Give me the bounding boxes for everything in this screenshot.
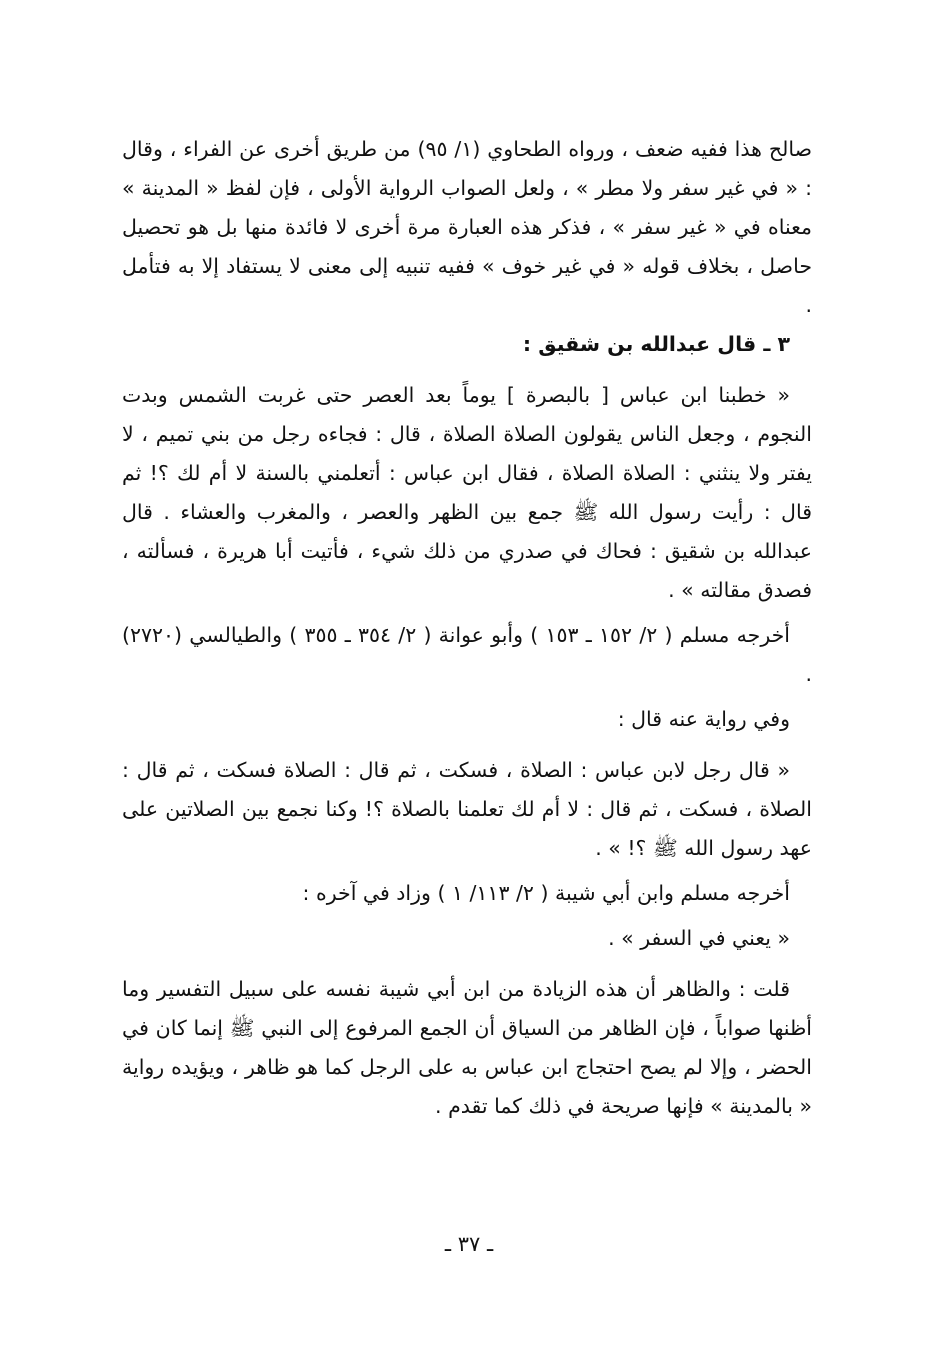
section-heading-3: ٣ ـ قال عبدالله بن شقيق : (522, 332, 790, 356)
takhrij-ibn-abi-shayba: أخرجه مسلم وابن أبي شيبة ( ٢/ ١١٣/ ١ ) وزاد في آخره : (302, 881, 790, 905)
addition-quote: « يعني في السفر » . (608, 926, 790, 950)
page-number: ـ ٣٧ ـ (444, 1232, 494, 1256)
hadith-quote-ibn-abbas: « خطبنا ابن عباس [ بالبصرة ] يوماً بعد العصر حتى غربت الشمس وبدت النجوم ، وجعل الناس يقولون الصلاة الصلاة ، قال : فجاءه رجل من بني تميم ، لا يفتر ولا ينثني : الصلاة الصلاة ، فقال ابن عباس : أتعلمني بالسنة لا أم لك ؟! ثم قال : رأيت رسول الله ﷺ جمع بين الظهر والعصر ، والمغرب والعشاء . قال عبدالله بن شقيق : فحاك في صدري من ذلك شيء ، فأتيت أبا هريرة ، فسألته ، فصدق مقالته » . (122, 383, 812, 602)
paragraph-taḥawi-commentary: صالح هذا ففيه ضعف ، ورواه الطحاوي (١/ ٩٥) من طريق أخرى عن الفراء ، وقال : « في غير سفر ولا مطر » ، ولعل الصواب الرواية الأولى ، فإن لفظ « المدينة » معناه في « غير سفر » ، فذكر هذه العبارة مرة أخرى لا فائدة منها بل هو تحصيل حاصل ، بخلاف قوله « في غير خوف » ففيه تنبيه إلى معنى لا يستفاد إلا به فتأمل . (122, 137, 812, 317)
narration-intro: وفي رواية عنه قال : (617, 707, 790, 731)
hadith-quote-second-narration: « قال رجل لابن عباس : الصلاة ، فسكت ، ثم قال : الصلاة فسكت ، ثم قال : الصلاة ، فسكت ، ثم قال : لا أم لك تعلمنا بالصلاة ؟! وكنا نجمع بين الصلاتين على عهد رسول الله ﷺ ؟! » . (122, 758, 812, 860)
page-body (122, 130, 812, 1126)
takhrij-muslim-abu-awana: أخرجه مسلم ( ٢/ ١٥٢ ـ ١٥٣ ) وأبو عوانة ( ٢/ ٣٥٤ ـ ٣٥٥ ) والطيالسي (٢٧٢٠) . (122, 623, 812, 686)
author-commentary: قلت : والظاهر أن هذه الزيادة من ابن أبي شيبة نفسه على سبيل التفسير وما أظنها صواباً ، فإن الظاهر من السياق أن الجمع المرفوع إلى النبي ﷺ إنما كان في الحضر ، وإلا لم يصح احتجاج ابن عباس به على الرجل كما هو ظاهر ، ويؤيده رواية « بالمدينة » فإنها صريحة في ذلك كما تقدم . (122, 977, 812, 1118)
